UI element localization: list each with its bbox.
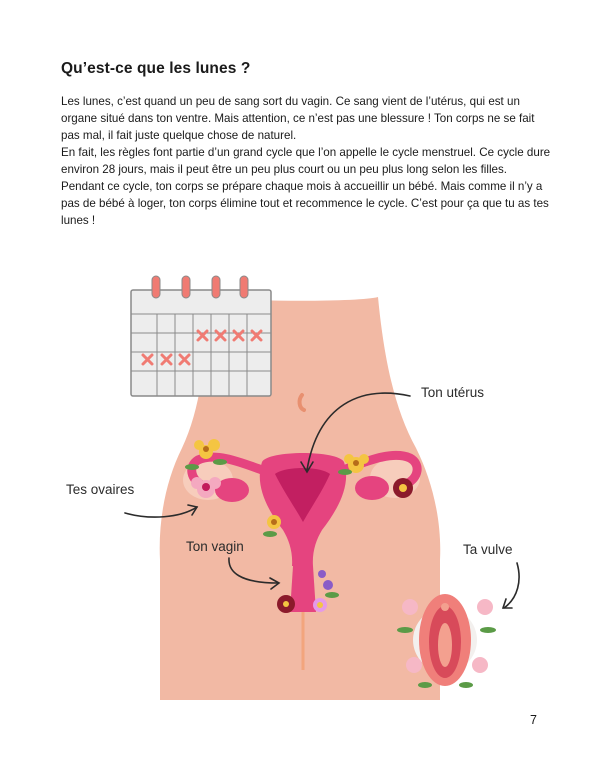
label-vagina: Ton vagin — [186, 539, 244, 554]
paragraph-1: Les lunes, c’est quand un peu de sang sort du vagin. Ce sang vient de l’utérus, qui est un organe situé dans ton ventre. Mais attention, ce n’est pas une blessure ! Ton corps ne se fait pas mal, il fait juste quelque chose de naturel. — [61, 95, 535, 142]
page-heading: Qu’est-ce que les lunes ? — [61, 60, 251, 77]
label-vulva: Ta vulve — [463, 542, 513, 557]
body-text — [61, 93, 551, 229]
illustration-svg — [0, 260, 600, 700]
ovary-right — [355, 476, 389, 500]
anatomy-illustration — [0, 260, 600, 700]
calendar-icon — [131, 276, 271, 396]
paragraph-2: En fait, les règles font partie d’un grand cycle que l’on appelle le cycle menstruel. Ce cycle dure environ 28 jours, mais il peut être un peu plus court ou un peu plus long selon les filles. Pendant ce cycle, ton corps se prépare chaque mois à accueillir un bébé. Mais comme il n’y a pas de bébé à loger, ton corps élimine tout et recommence le cycle. C’est pour ça que tu as tes lunes ! — [61, 146, 551, 227]
label-ovaries: Tes ovaires — [66, 482, 135, 497]
label-uterus: Ton utérus — [421, 385, 485, 400]
page-number: 7 — [530, 713, 537, 727]
